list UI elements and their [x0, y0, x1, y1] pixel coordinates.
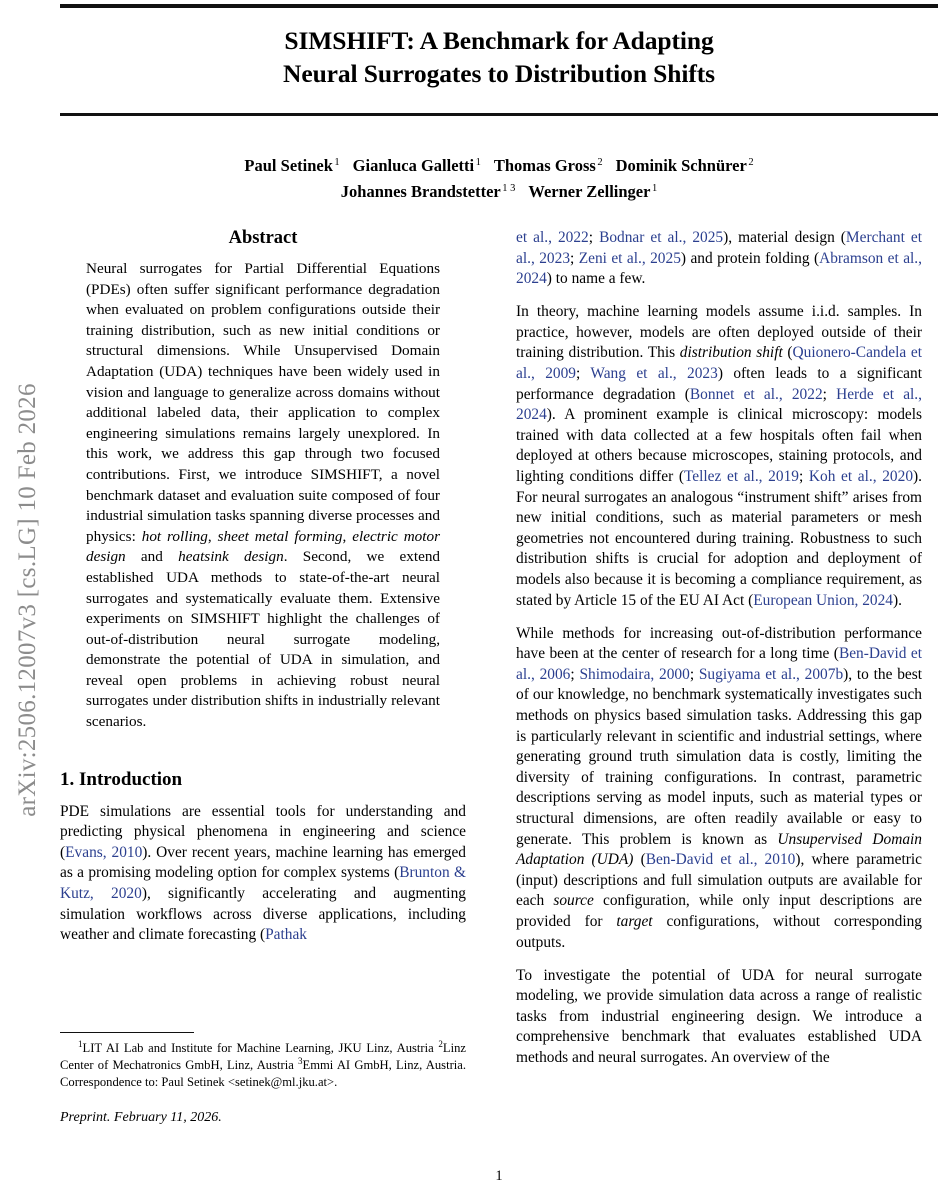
author-affiliation: 1 3 — [502, 182, 516, 194]
author-name: Dominik Schnürer — [615, 156, 747, 175]
page-title — [56, 24, 942, 90]
paragraph: PDE simulations are essential tools for understanding and predicting physical phenomena in engineering and science (Evans, 2010). Over recent years, machine learning has emerged as a promising modeling option for complex systems (Brunton & Kutz, 2020), significantly accelerating and augmenting simulation workflows across diverse applications, including weather and climate forecasting (Pathak — [60, 802, 466, 944]
footnote-block — [60, 1032, 466, 1126]
abstract-heading: Abstract — [228, 228, 298, 248]
author-name: Paul Setinek — [244, 156, 333, 175]
author-list — [56, 153, 942, 205]
author-affiliation: 2 — [748, 156, 754, 168]
paper-page — [56, 0, 942, 1200]
title-rule — [60, 113, 938, 116]
author — [616, 156, 754, 175]
author-name: Werner Zellinger — [528, 182, 651, 201]
title-line-1: SIMSHIFT: A Benchmark for Adapting — [284, 26, 714, 55]
paragraph: In theory, machine learning models assume i.i.d. samples. In practice, however, models are often deployed outside of their training distribution. This distribution shift (Quionero-Candela et al., 2009; Wang et al., 2023) often leads to a significant performance degradation (Bonnet et al., 2022; Herde et al., 2024). A prominent example is clinical microscopy: models trained with data collected at a few hospitals often fail when deployed at others because microscopes, staining protocols, and lighting conditions differ (Tellez et al., 2019; Koh et al., 2020). For neural surrogates an analogous “instrument shift” arises from new initial conditions, such as material parameters or mesh geometries not encountered during training. Robustness to such distribution shifts is crucial for adoption and deployment of models also because it is becoming a compliance requirement, as stated by Article 15 of the EU AI Act (European Union, 2024). — [516, 303, 922, 609]
section-heading-introduction: 1. Introduction — [60, 768, 183, 790]
header-rule-top — [60, 4, 938, 8]
right-column — [516, 228, 922, 1178]
author-affiliation: 1 — [475, 156, 481, 168]
author — [341, 182, 516, 201]
arxiv-stamp-text: arXiv:2506.12007v3 [cs.LG] 10 Feb 2026 — [14, 383, 41, 817]
footnote-affiliations: $^1$LIT AI Lab and Institute for Machine Learning, JKU Linz, Austria $^2$Linz Center of Mechatronics GmbH, Linz, Austria $^3$Emmi AI GmbH, Linz, Austria. Correspondence to: Paul Setinek <setinek@ml.jku.at>. — [60, 1039, 466, 1089]
author-row-2 — [56, 179, 942, 205]
author-name: Johannes Brandstetter — [340, 182, 501, 201]
paragraph: To investigate the potential of UDA for neural surrogate modeling, we provide simulation data across a range of realistic tasks from industrial engineering design. We introduce a comprehensive benchmark that evaluates established UDA methods and neural surrogates. An overview of the — [516, 966, 922, 1067]
author-affiliation: 1 — [334, 156, 340, 168]
arxiv-stamp — [0, 0, 56, 1200]
author — [244, 156, 339, 175]
footnote-rule — [60, 1032, 194, 1033]
preprint-notice: Preprint. February 11, 2026. — [60, 1110, 222, 1126]
page-number: 1 — [495, 1168, 503, 1184]
abstract-body: Neural surrogates for Partial Differential Equations (PDEs) often suffer significant performance degradation when evaluated on problem configurations outside their training distribution, such as new initial conditions or structural dimensions. While Unsupervised Domain Adaptation (UDA) techniques have been widely used in vision and language to generalize across domains without additional labeled data, their application to complex engineering simulations remains largely unexplored. In this work, we address this gap through two focused contributions. First, we introduce SIMSHIFT, a novel benchmark dataset and evaluation suite composed of four industrial simulation tasks spanning diverse processes and physics: hot rolling, sheet metal forming, electric motor design and heatsink design. Second, we extend established UDA methods to state-of-the-art neural surrogates and systematically evaluate them. Extensive experiments on SIMSHIFT highlight the challenges of out-of-distribution neural surrogate modeling, demonstrate the potential of UDA in simulation, and reveal open problems in achieving robust neural surrogates under distribution shifts in industrially relevant scenarios. — [86, 260, 441, 731]
paragraph: et al., 2022; Bodnar et al., 2025), material design (Merchant et al., 2023; Zeni et al., 2025) and protein folding (Abramson et al., 2024) to name a few. — [516, 229, 923, 288]
author-row-1 — [56, 153, 942, 179]
title-line-2: Neural Surrogates to Distribution Shifts — [283, 59, 715, 88]
paragraph: While methods for increasing out-of-distribution performance have been at the center of research for a long time (Ben-David et al., 2006; Shimodaira, 2000; Sugiyama et al., 2007b), to the best of our knowledge, no benchmark systematically investigates such methods on physics based simulation tasks. Addressing this gap is particularly relevant in scientific and industrial settings, where generating ground truth simulation data is costly, limiting the diversity of training configurations. In contrast, parametric descriptions serving as model inputs, such as material types or structural dimensions, are often readily available or easy to generate. This problem is known as Unsupervised Domain Adaptation (UDA) (Ben-David et al., 2010), where parametric (input) descriptions and full simulation outputs are available for each source configuration, while only input descriptions are provided for target configurations, without corresponding outputs. — [516, 624, 923, 951]
author — [494, 156, 603, 175]
author — [528, 182, 657, 201]
author — [353, 156, 481, 175]
author-name: Gianluca Galletti — [352, 156, 475, 175]
author-affiliation: 2 — [597, 156, 603, 168]
author-affiliation: 1 — [651, 182, 658, 194]
author-name: Thomas Gross — [493, 156, 596, 175]
